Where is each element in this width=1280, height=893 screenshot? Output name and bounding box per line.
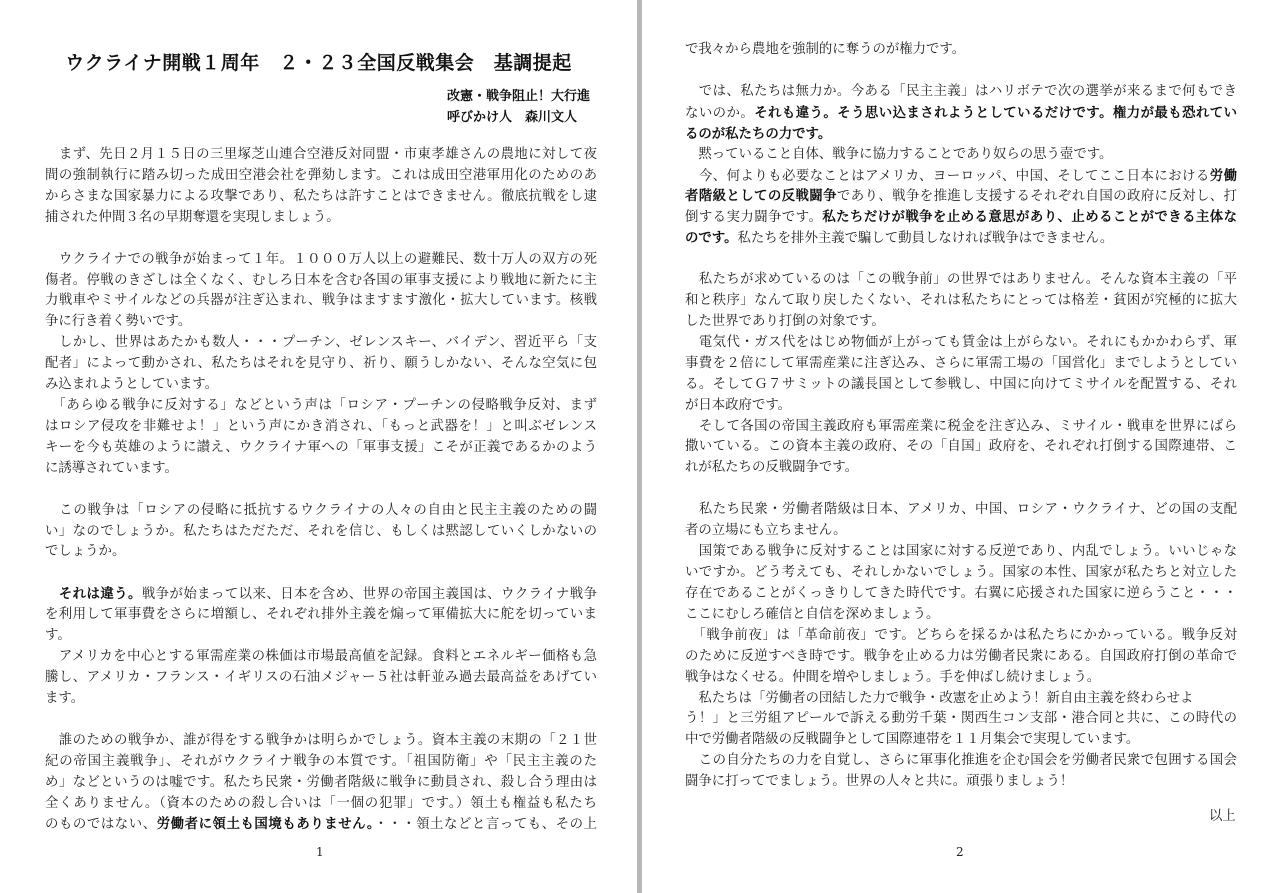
text-segment: この自分たちの力を自覚し、さらに軍事化推進を企む国会を労働者民衆で包囲する国会 (685, 753, 1237, 769)
blank-line (685, 250, 1237, 268)
text-line (45, 313, 597, 331)
text-segment: はロシア侵攻を非難せよ！」という声にかき消され、「もっと武器を！」と叫ぶゼレンス (45, 418, 597, 434)
text-line (45, 376, 597, 394)
text-segment: す。 (45, 628, 71, 644)
text-line (685, 418, 1237, 436)
text-segment: した世界であり打倒の対象です。 (685, 313, 885, 329)
text-line (685, 459, 1237, 477)
text-segment: が日本政府です。 (685, 397, 792, 413)
text-line (45, 439, 597, 457)
document-title: ウクライナ開戦１周年 ２・２３全国反戦集会 基調提起 (65, 52, 572, 74)
text-line (685, 606, 1237, 624)
text-segment: キーを今も英雄のように讃え、ウクライナ軍への「軍事支援」こそが正義であるかのよう (45, 439, 597, 455)
blank-line (45, 481, 597, 499)
text-line (685, 564, 1237, 582)
text-segment: 争に行き着く勢いです。 (45, 314, 192, 330)
text-segment: ないのか。 (685, 105, 755, 121)
text-line (685, 669, 1237, 687)
text-segment: まず、先日２月１５日の三里塚芝山連合空港反対同盟・市東孝雄さんの農地に対して夜 (45, 147, 597, 162)
text-segment: では、私たちは無力か。今ある「民主主義」はハリボテで次の選挙が来るまで何もでき (685, 83, 1237, 99)
text-line (685, 167, 1237, 185)
text-segment: のものではない、 (45, 817, 157, 833)
organizer-name: 改憲・戦争阻止！大行進 (447, 89, 591, 104)
text-line (45, 732, 597, 750)
emphasized-text: 労働 (1209, 167, 1237, 184)
text-segment: 私たちは「労働者の団結した力で戦争・改憲を止めよう！新自由主義を終わらせよ (685, 690, 1194, 706)
blank-line (685, 62, 1237, 80)
text-segment: 「戦争前夜」は「革命前夜」です。どちらを採るかは私たちにかかっている。戦争反対 (685, 627, 1237, 643)
text-segment: いですか。どう考えても、それしかないでしょう。国家の本性、国家が私たちと対立した (685, 565, 1237, 580)
text-segment: 黙っていること自体、戦争に協力することであり奴らの思う壺です。 (685, 146, 1113, 162)
text-line (45, 334, 597, 352)
text-line (45, 543, 597, 561)
page-1 (0, 0, 637, 893)
text-segment: 傷者。停戦のきざしは全くなく、むしろ日本を含む各国の軍事支援により戦地に新たに主 (45, 272, 597, 288)
text-line (685, 313, 1237, 331)
text-line (685, 648, 1237, 666)
text-line (685, 146, 1237, 164)
text-line (45, 418, 597, 436)
blank-line (45, 230, 597, 248)
text-line (685, 208, 1237, 226)
text-line (685, 104, 1237, 122)
text-segment: い」なのでしょうか。私たちはただただ、それを信じ、もしくは黙認していくしかないの (45, 523, 597, 539)
text-segment: からさまな国家暴力による攻撃であり、私たちは許すことはできません。徹底抗戦をし逮 (45, 188, 597, 204)
text-segment: 私たちを排外主義で騙して動員しなければ戦争はできません。 (737, 231, 1114, 247)
text-segment: で我々から農地を強制的に奪うのが権力です。 (685, 42, 966, 57)
text-segment: る。そしてＧ７サミットの議長国として参戦し、中国に向けてミサイルを配置する、それ (685, 376, 1237, 392)
text-line (45, 606, 597, 624)
caller-name: 呼びかけ人 森川文人 (447, 110, 578, 125)
text-segment: 力戦車やミサイルなどの兵器が注ぎ込まれ、戦争はますます激化・拡大しています。核戦 (45, 293, 597, 309)
text-segment: 者の立場にも立ちません。 (685, 523, 847, 539)
text-line (685, 731, 1237, 749)
text-line (45, 292, 597, 310)
text-line (45, 648, 597, 666)
text-segment: 私たちが求めているのは「この戦争前」の世界ではありません。そんな資本主義の「平 (685, 272, 1237, 288)
text-line (45, 209, 597, 227)
text-line (685, 376, 1237, 394)
text-segment: ・・・領土などと言っても、その上 (374, 817, 598, 833)
text-segment: であり、戦争を推進し支援するそれぞれ自国の政府に反対し、打 (836, 189, 1238, 205)
text-line (685, 125, 1237, 143)
text-segment: 存在であることがくっきりしてきた時代です。右翼に応援された国家に逆らうこと・・・ (685, 585, 1237, 601)
emphasized-text: 者階級としての反戦闘争 (685, 188, 837, 205)
text-segment: 事費を２倍にして軍需産業に注ぎ込み、さらに軍需工場の「国営化」までしようとしてい (685, 355, 1237, 371)
text-segment: 捕された仲間３名の早期奪還を実現しましょう。 (45, 209, 340, 225)
text-line (45, 355, 597, 373)
text-line (685, 229, 1237, 247)
text-segment: 誰のための戦争か、誰が得をする戦争かは明らかでしょう。資本主義の末期の「２１世 (45, 732, 597, 748)
page-number-1: 1 (316, 845, 324, 859)
emphasized-text: それは違う。 (45, 586, 142, 603)
text-segment: しかし、世界はあたかも数人・・・プーチン、ゼレンスキー、バイデン、習近平ら「支 (45, 335, 597, 351)
text-segment: この戦争は「ロシアの侵略に抵抗するウクライナの人々の自由と民主主義のための闘 (45, 502, 597, 518)
text-line (45, 460, 597, 478)
text-line (45, 627, 597, 645)
text-line (45, 146, 597, 164)
text-segment: そして各国の帝国主義政府も軍需産業に税金を注ぎ込み、ミサイル・戦車を世界にばら (685, 418, 1237, 434)
text-segment: アメリカを中心とする軍需産業の株価は市場最高値を記録。食料とエネルギー価格も急 (45, 649, 597, 665)
text-line (45, 669, 597, 687)
text-line (685, 355, 1237, 373)
text-line (685, 438, 1237, 456)
text-line (685, 397, 1237, 415)
text-line (45, 690, 597, 708)
text-line (45, 251, 597, 269)
emphasized-text: るのが私たちの力です。 (685, 125, 832, 142)
text-segment: れが私たちの反戦闘争です。 (685, 460, 859, 476)
text-line (45, 774, 597, 792)
text-segment: 和と秩序」なんて取り戻したくない、それは私たちにとっては格差・貧困が究極的に拡大 (685, 293, 1237, 309)
text-segment: ここにむしろ確信と自信を深めましょう。 (685, 606, 940, 622)
text-segment: 配者」によって動かされ、私たちはそれを見守り、祈り、願うしかない、そんな空気に包 (45, 356, 597, 372)
text-line (685, 627, 1237, 645)
text-line (685, 501, 1237, 519)
text-line (685, 292, 1237, 310)
text-line (685, 585, 1237, 603)
emphasized-text: 労働者に領土も国境もありません。 (156, 816, 375, 833)
text-line (45, 167, 597, 185)
text-line (685, 522, 1237, 540)
text-line (685, 334, 1237, 352)
text-line (685, 710, 1237, 728)
text-segment: 中で労働者階級の反戦闘争として国際連帯を１１月集会で実現しています。 (685, 732, 1140, 748)
text-line (45, 585, 597, 603)
text-segment: 間の強制執行に踏み切った成田空港会社を弾劾します。これは成田空港軍用化のためのあ (45, 167, 597, 183)
text-segment: を利用して軍事費をさらに増額し、それぞれ排外主義を煽って軍備拡大に舵を切っていま (45, 607, 597, 623)
text-line (685, 187, 1237, 205)
text-segment: のために反逆すべき時です。戦争を止める力は労働者民衆にある。自国政府打倒の革命で (685, 648, 1237, 664)
text-line (685, 752, 1237, 770)
text-line (685, 271, 1237, 289)
text-line (685, 83, 1237, 101)
closing-mark: 以上 (1209, 809, 1236, 824)
emphasized-text: 私たちだけが戦争を止める意思があり、止めることができる主体な (822, 209, 1237, 226)
text-line (45, 523, 597, 541)
text-segment: 私たち民衆・労働者階級は日本、アメリカ、中国、ロシア・ウクライナ、どの国の支配 (685, 502, 1237, 518)
text-line (45, 188, 597, 206)
text-segment: 戦争はなくせる。仲間を増やしましょう。手を伸ばし続けましょう。 (685, 669, 1101, 685)
text-line (45, 795, 597, 813)
text-segment: でしょうか。 (45, 544, 126, 560)
text-line (685, 773, 1237, 791)
text-segment: 闘争に打ってでましょう。世界の人々と共に。頑張りましょう！ (685, 774, 1074, 790)
text-line (685, 690, 1237, 708)
text-segment: ます。 (45, 690, 85, 706)
text-segment: 全くありません。（資本のための殺し合いは「一個の犯罪」です。）領土も権益も私たち (45, 795, 597, 811)
blank-line (45, 564, 597, 582)
text-segment: 今、何よりも必要なことはアメリカ、ヨーロッパ、中国、そしてここ日本における (685, 168, 1210, 184)
text-segment: 撒いている。この資本主義の政府、その「自国」政府を、それぞれ打倒する国際連帯、こ (685, 439, 1237, 455)
text-segment: に誘導されています。 (45, 460, 178, 476)
text-line (45, 272, 597, 290)
blank-line (45, 711, 597, 729)
text-line (685, 543, 1237, 561)
page-2 (642, 0, 1280, 893)
text-line (45, 397, 597, 415)
text-line (685, 41, 1237, 59)
text-line (45, 815, 597, 833)
text-segment: み込まれようとしています。 (45, 377, 219, 393)
text-segment: 「あらゆる戦争に反対する」などという声は「ロシア・プーチンの侵略戦争反対、まず (45, 398, 597, 414)
text-segment: 紀の帝国主義戦争」、それがウクライナ戦争の本質です。「祖国防衛」や「民主主義のた (45, 753, 597, 769)
emphasized-text: それも違う。そう思い込まされようとしているだけです。権力が最も恐れてい (754, 104, 1238, 121)
text-segment: め」などというのは嘘です。私たち民衆・労働者階級に戦争に動員され、殺し合う理由は (45, 774, 597, 790)
page-number-2: 2 (956, 845, 964, 859)
blank-line (685, 480, 1237, 498)
text-line (45, 753, 597, 771)
text-segment: 倒する実力闘争です。 (685, 210, 823, 226)
text-segment: 国策である戦争に反対することは国家に対する反逆であり、内乱でしょう。いいじゃな (685, 544, 1237, 560)
text-segment: う！」と三労組アピールで訴える動労千葉・関西生コン支部・港合同と共に、この時代の (685, 711, 1237, 727)
text-segment: 戦争が始まって以来、日本を含め、世界の帝国主義国は、ウクライナ戦争 (141, 587, 597, 603)
text-line (45, 502, 597, 520)
text-segment: 電気代・ガス代をはじめ物価が上がっても賃金は上がらない。それにもかかわらず、軍 (685, 334, 1237, 350)
text-segment: ウクライナでの戦争が始まって１年。１０００万人以上の避難民、数十万人の双方の死 (45, 251, 597, 267)
text-segment: 騰し、アメリカ・フランス・イギリスの石油メジャー５社は軒並み過去最高益をあげてい (45, 670, 597, 685)
emphasized-text: のです。 (685, 230, 738, 247)
